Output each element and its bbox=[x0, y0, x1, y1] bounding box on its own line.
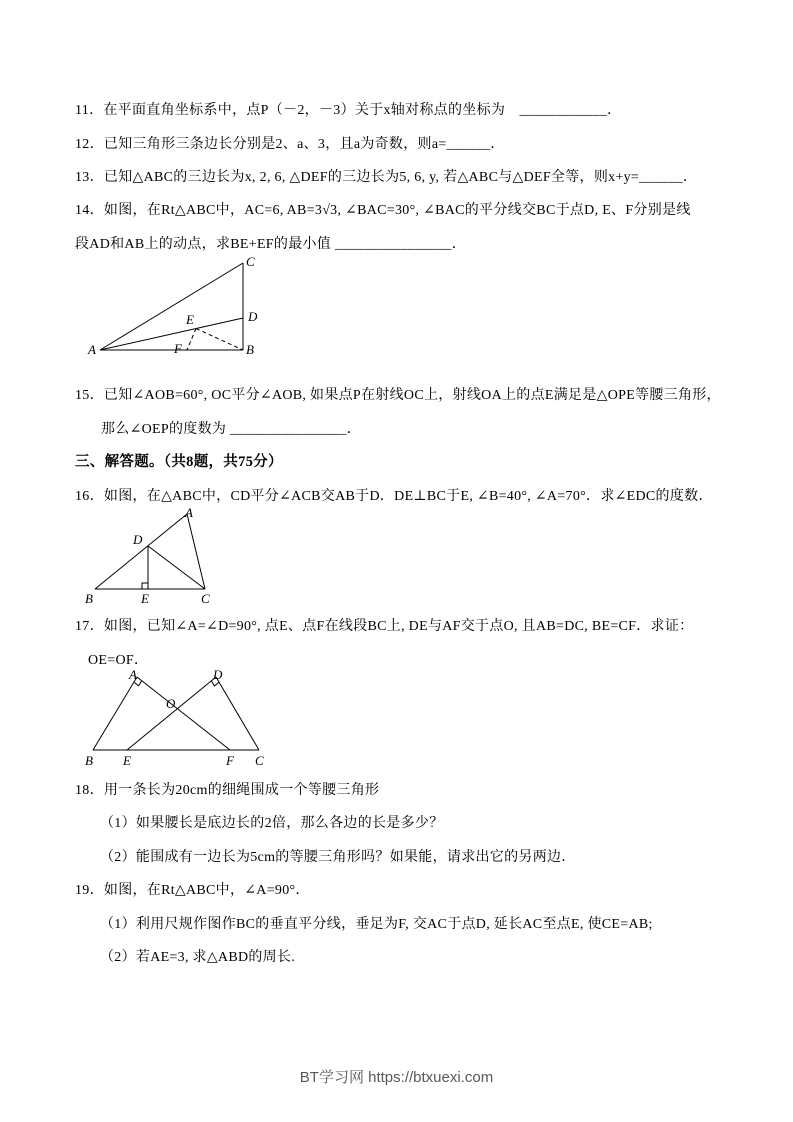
question-14-line2: 段AD和AB上的动点，求BE+EF的最小值 ________________． bbox=[75, 237, 466, 252]
question-12: 12．已知三角形三条边长分别是2、a、3，且a为奇数，则a=______． bbox=[75, 137, 505, 152]
point-label-f: F bbox=[226, 753, 234, 768]
point-label-d: D bbox=[133, 532, 143, 547]
question-18: 18．用一条长为20cm的细绳围成一个等腰三角形 bbox=[75, 783, 380, 798]
figure-q17 bbox=[85, 668, 280, 768]
point-label-o: O bbox=[166, 696, 176, 711]
point-label-a: A bbox=[129, 667, 137, 682]
triangle-figure-q14 bbox=[88, 255, 288, 367]
question-15-line1: 15．已知∠AOB=60°, OC平分∠AOB, 如果点P在射线OC上，射线OA上的点E满足是△OPE等腰三角形， bbox=[75, 388, 721, 403]
point-label-a: A bbox=[88, 342, 96, 357]
question-19-part2: （2）若AE=3, 求△ABD的周长. bbox=[100, 950, 296, 965]
question-11: 11．在平面直角坐标系中，点P（－2，－3）关于x轴对称点的坐标为 ____________． bbox=[75, 103, 622, 118]
question-17-line2: OE=OF． bbox=[88, 653, 149, 668]
section-3-heading: 三、解答题。（共8题，共75分） bbox=[75, 454, 283, 470]
point-label-c: C bbox=[201, 591, 210, 606]
question-16: 16．如图，在△ABC中，CD平分∠ACB交AB于D．DE⊥BC于E, ∠B=40°, ∠A=70°．求∠EDC的度数． bbox=[75, 489, 713, 504]
question-15-line2: 那么∠OEP的度数为 ________________． bbox=[101, 422, 362, 437]
point-label-b: B bbox=[246, 342, 254, 357]
point-label-f: F bbox=[174, 341, 182, 356]
point-label-e: E bbox=[141, 591, 149, 606]
question-19: 19．如图，在Rt△ABC中，∠A=90°． bbox=[75, 883, 310, 898]
question-18-part1: （1）如果腰长是底边长的2倍，那么各边的长是多少？ bbox=[100, 816, 444, 831]
question-17-line1: 17．如图，已知∠A=∠D=90°, 点E、点F在线段BC上, DE与AF交于点O, 且AB=DC, BE=CF．求证： bbox=[75, 619, 694, 634]
figure-q16 bbox=[85, 506, 225, 606]
point-label-b: B bbox=[85, 591, 93, 606]
point-label-d: D bbox=[213, 667, 223, 682]
point-label-b: B bbox=[85, 753, 93, 768]
point-label-c: C bbox=[255, 753, 264, 768]
triangle-figure-q17 bbox=[85, 668, 280, 768]
point-label-c: C bbox=[246, 254, 255, 269]
point-label-a: A bbox=[185, 505, 193, 520]
site-footer: BT学习网 https://btxuexi.com bbox=[299, 1069, 494, 1086]
question-18-part2: （2）能围成有一边长为5cm的等腰三角形吗？如果能，请求出它的另两边． bbox=[100, 850, 576, 865]
question-19-part1: （1）利用尺规作图作BC的垂直平分线，垂足为F, 交AC于点D, 延长AC至点E, 使CE=AB; bbox=[100, 917, 653, 932]
question-14-line1: 14．如图，在Rt△ABC中，AC=6, AB=3√3, ∠BAC=30°, ∠BAC的平分线交BC于点D, E、F分别是线 bbox=[75, 203, 691, 218]
point-label-e: E bbox=[186, 312, 194, 327]
figure-q14 bbox=[88, 255, 288, 367]
question-13: 13．已知△ABC的三边长为x, 2, 6, △DEF的三边长为5, 6, y, 若△ABC与△DEF全等，则x+y=______． bbox=[75, 170, 698, 185]
point-label-e: E bbox=[123, 753, 131, 768]
point-label-d: D bbox=[248, 309, 258, 324]
